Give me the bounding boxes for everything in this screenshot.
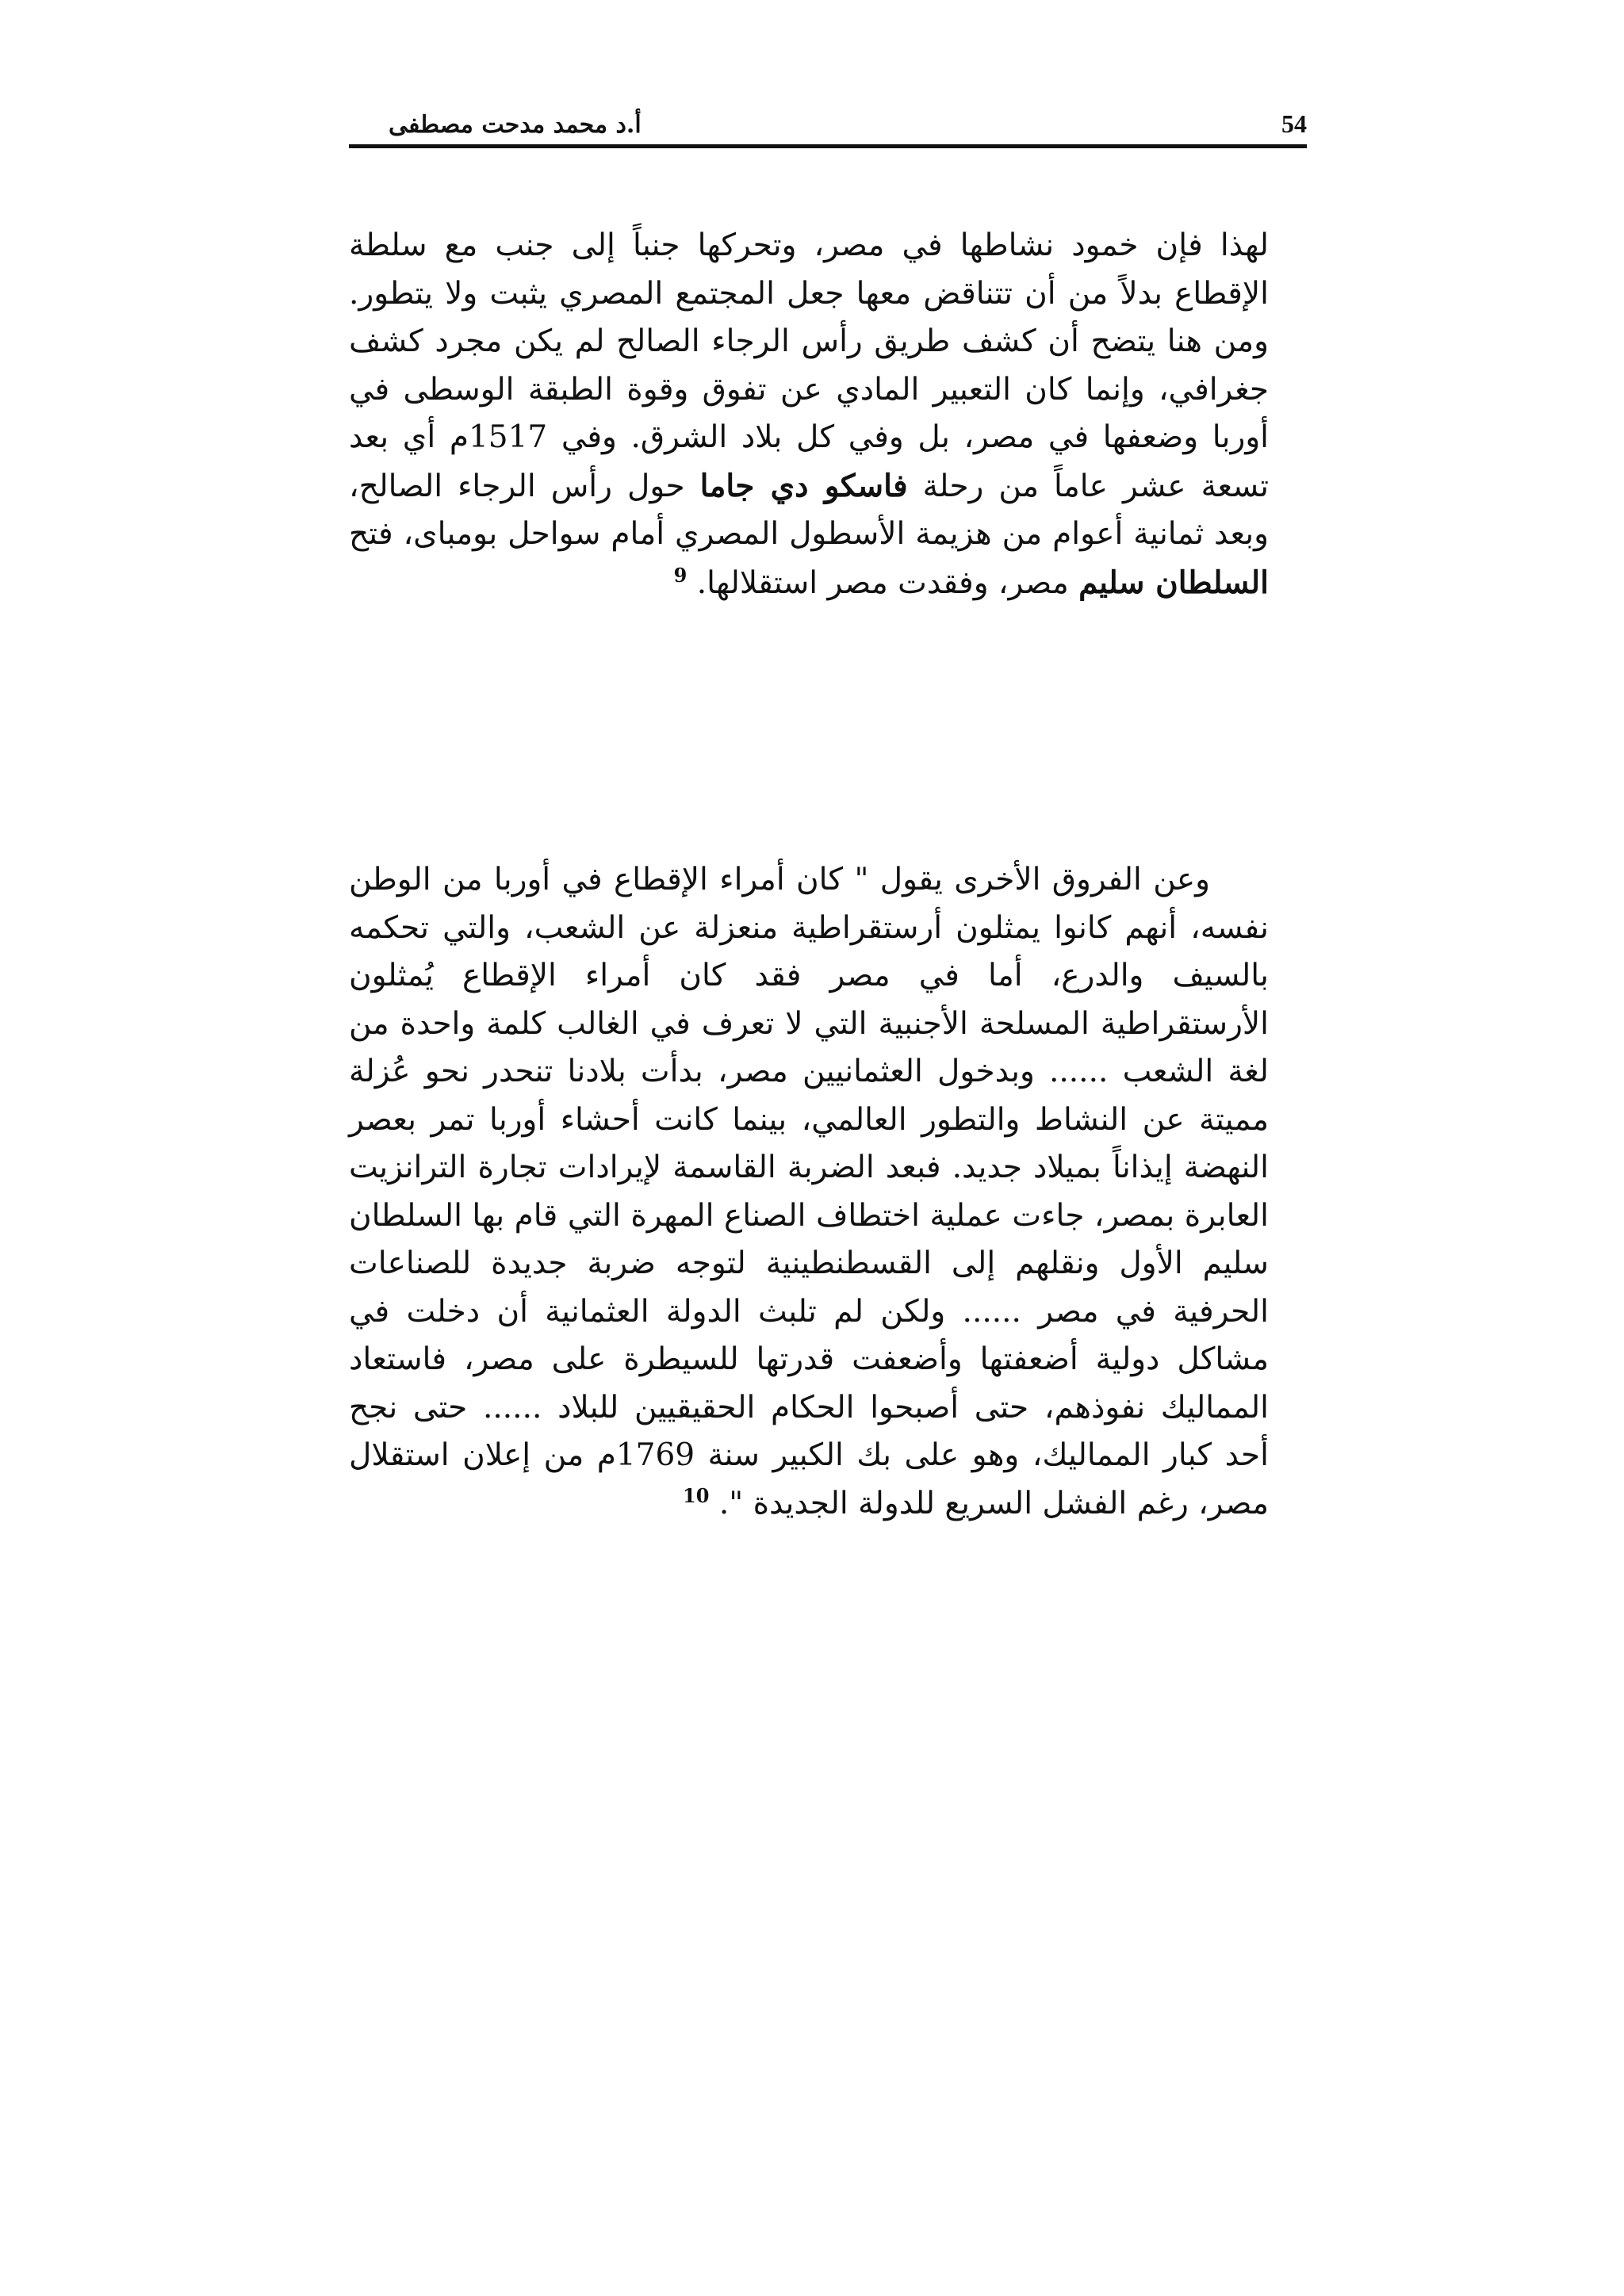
paragraph-1-text-a: لهذا فإن خمود نشاطها في مصر، وتحركها جنباً إلى جنب مع سلطة الإقطاع بدلاً من أن تتناقض معها جعل المجتمع المصري يثبت ولا يتطور. ومن هنا يتضح أن كشف طريق رأس الرجاء الصالح لم يكن مجرد كشف جغرافي، وإنما كان التعبير المادي عن تفوق وقوة الطبقة الوسطى في أوربا وضعفها في مصر، بل وفي كل بلاد الشرق. وفي 1517م أي بعد تسعة عشر عاماً من رحلة: [349, 228, 1269, 504]
paragraph-1-text-b: حول رأس الرجاء الصالح، وبعد ثمانية أعوام من هزيمة الأسطول المصري أمام سواحل بومباى، فتح: [349, 468, 1269, 552]
paragraph-2: [349, 856, 1269, 1528]
running-header: [349, 100, 1307, 147]
footnote-ref-9: 9: [673, 563, 688, 587]
header-rule: [349, 144, 1307, 148]
paragraph-1: [349, 222, 1269, 607]
paragraph-2-text: وعن الفروق الأخرى يقول " كان أمراء الإقطاع في أوربا من الوطن نفسه، أنهم كانوا يمثلون أرستقراطية منعزلة عن الشعب، والتي تحكمه بالسيف والدرع، أما في مصر فقد كان أمراء الإقطاع يُمثلون الأرستقراطية المسلحة الأجنبية التي لا تعرف في الغالب كلمة واحدة من لغة الشعب ...... وبدخول العثمانيين مصر، بدأت بلادنا تنحدر نحو عُزلة مميتة عن النشاط والتطور العالمي، بينما كانت أحشاء أوربا تمر بعصر النهضة إيذاناً بميلاد جديد. فبعد الضربة القاسمة لإيرادات تجارة الترانزيت العابرة بمصر، جاءت عملية اختطاف الصناع المهرة التي قام بها السلطان سليم الأول ونقلهم إلى القسطنطينية لتوجه ضربة جديدة للصناعات الحرفية في مصر ...... ولكن لم تلبث الدولة العثمانية أن دخلت في مشاكل دولية أضعفتها وأضعفت قدرتها للسيطرة على مصر، فاستعاد المماليك نفوذهم، حتى أصبحوا الحكام الحقيقيين للبلاد ...... حتى نجح أحد كبار المماليك، وهو على بك الكبير سنة 1769م من إعلان استقلال مصر، رغم الفشل السريع للدولة الجديدة ".: [349, 862, 1269, 1521]
paragraph-1-text-c: مصر، وفقدت مصر استقلالها.: [696, 564, 1069, 601]
footnote-ref-10: 10: [683, 1483, 710, 1507]
page-number: 54: [1281, 109, 1307, 138]
name-sultan-selim: السلطان سليم: [1078, 564, 1269, 601]
author-name: أ.د محمد مدحت مصطفى: [389, 111, 642, 139]
name-vasco-da-gama: فاسكو دي جاما: [699, 467, 908, 504]
